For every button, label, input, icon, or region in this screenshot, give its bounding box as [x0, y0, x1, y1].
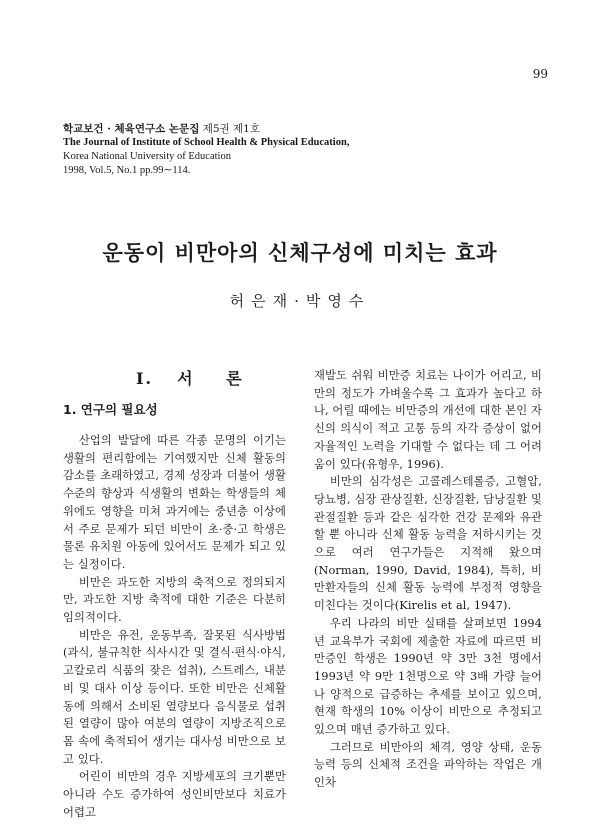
journal-name-line: [63, 122, 493, 136]
journal-university: Korea National University of Education: [63, 151, 231, 162]
paragraph: 그러므로 비만아의 체격, 영양 상태, 운동 능력 등의 신체적 조건을 파악하는 작업은 개인차: [314, 740, 542, 790]
right-column: [314, 367, 542, 792]
paragraph: 우리 나라의 비만 실태를 살펴보면 1994년 교육부가 국회에 제출한 자료에 따르면 비만증인 학생은 1990년 약 3만 3천 명에서 1993년 약 9만 1천명으로 약 3배 가량 늘어나 양적으로 급증하는 추세를 보이고 있으며, 현재 학생의 10% 이상이 비만으로 추정되고 있으며 매년 증가하고 있다.: [314, 616, 542, 737]
paragraph: 비만의 심각성은 고콜레스테롤증, 고혈압, 당뇨병, 심장 관상질환, 신장질환, 담낭질환 및 관절질환 등과 같은 심각한 건강 문제와 유관할 뿐 아니라 신체 활동 능력을 저하시키는 것으로 여러 연구가들은 지적해 왔으며(Norman, 1990, David, 1984), 특히, 비만환자들의 신체 활동 능력에 부정적 영향을 미친다는 것이다(Kirelis et al, 1947).: [314, 475, 542, 613]
left-column: [63, 432, 286, 821]
paragraph: 어린이 비만의 경우 지방세포의 크기뿐만 아니라 수도 증가하여 성인비만보다 치료가 어렵고: [63, 770, 286, 819]
paragraph: 재발도 쉬워 비만증 치료는 나이가 어리고, 비만의 정도가 가벼울수록 그 효과가 높다고 하나, 어릴 때에는 비만증의 개선에 대한 본인 자신의 의식이 적고 고통 등의 자각 증상이 없어 자율적인 노력을 기대할 수 없다는 데 그 어려움이 있다(유형우, 1996).: [314, 369, 542, 471]
page-number: 99: [532, 67, 548, 81]
journal-name-en: The Journal of Institute of School Health & Physical Education,: [63, 137, 350, 148]
journal-volume-kr: 제5권 제1호: [202, 123, 260, 135]
journal-citation: 1998, Vol.5, No.1 pp.99∼114.: [63, 165, 191, 176]
journal-name-kr: 학교보건 · 체육연구소 논문집: [63, 123, 200, 135]
journal-header: [63, 122, 493, 178]
section-number: I.: [136, 369, 154, 388]
paragraph: 산업의 발달에 따른 각종 문명의 이기는 생활의 편리함에는 기여했지만 신체 활동의 감소를 초래하였고, 경제 성장과 더불어 생활 수준의 향상과 식생활의 변화는 학생들의 체위에도 영향을 미쳐 과거에는 중년층 이상에서 주로 문제가 되던 비만이 초·중·고 학생은 물론 유치원 아동에 있어서도 문제가 되고 있는 실정이다.: [63, 434, 286, 571]
section-title: 서 론: [177, 369, 256, 388]
paragraph: 비만은 과도한 지방의 축적으로 정의되지만, 과도한 지방 축적에 대한 기준은 다분히 임의적이다.: [63, 575, 286, 625]
paper-authors: 허은재·박영수: [229, 292, 371, 310]
paper-title: 운동이 비만아의 신체구성에 미치는 효과: [102, 240, 498, 265]
subsection-heading: 1. 연구의 필요성: [63, 402, 158, 417]
paragraph: 비만은 유전, 운동부족, 잘못된 식사방법(과식, 불규칙한 식사시간 및 결식·편식·야식, 고칼로리 식품의 잦은 섭취), 스트레스, 내분비 및 대사 이상 등이다. 또한 비만은 신체활동에 의해서 소비된 열량보다 음식물로 섭취된 열량이 많아 여분의 열량이 지방조직으로 몸 속에 축적되어 생기는 대사성 비만으로 보고 있다.: [63, 628, 286, 766]
section-heading: [136, 366, 256, 389]
